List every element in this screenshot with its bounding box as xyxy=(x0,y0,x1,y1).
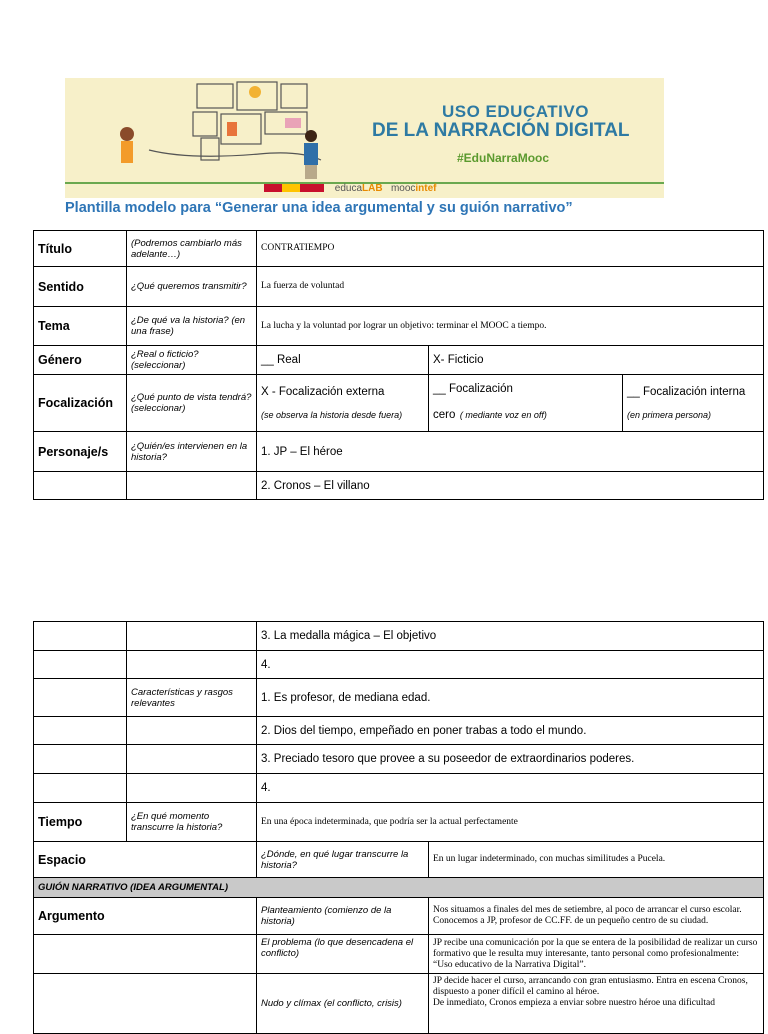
label-argumento: Argumento xyxy=(34,898,257,935)
row-rasgos-3 xyxy=(34,745,764,774)
header-banner xyxy=(65,78,664,198)
section-header-guion: GUIÓN NARRATIVO (IDEA ARGUMENTAL) xyxy=(34,878,764,898)
rasgo-1: 1. Es profesor, de mediana edad. xyxy=(257,679,764,717)
hint-problema: El problema (lo que desencadena el conflicto) xyxy=(257,935,429,974)
row-sentido xyxy=(34,267,764,307)
hint-espacio: ¿Dónde, en qué lugar transcurre la historia? xyxy=(257,842,429,878)
row-personaje-2 xyxy=(34,472,764,500)
label-tema: Tema xyxy=(34,307,127,346)
hint-tema: ¿De qué va la historia? (en una frase) xyxy=(127,307,257,346)
row-rasgos-1 xyxy=(34,679,764,717)
illustration xyxy=(105,78,365,182)
value-nudo: JP decide hacer el curso, arrancando con gran entusiasmo. Entra en escena Cronos, dispuesto a poner difícil el camino al héroe. De inmediato, Cronos empieza a enviar sobre nuestro héroe una dificultad xyxy=(429,974,764,1034)
option-real: __ Real xyxy=(257,346,429,375)
banner-title-line1: USO EDUCATIVO xyxy=(442,102,589,121)
row-planteamiento xyxy=(34,898,764,935)
hint-titulo: (Podremos cambiarlo más adelante…) xyxy=(127,231,257,267)
option-focalizacion-externa: X - Focalización externa (se observa la historia desde fuera) xyxy=(257,375,429,432)
personaje-2: 2. Cronos – El villano xyxy=(257,472,764,500)
row-titulo xyxy=(34,231,764,267)
label-sentido: Sentido xyxy=(34,267,127,307)
value-sentido: La fuerza de voluntad xyxy=(257,267,764,307)
personaje-4: 4. xyxy=(257,651,764,679)
option-ficticio: X- Ficticio xyxy=(429,346,764,375)
row-guion-header xyxy=(34,878,764,898)
hint-planteamiento: Planteamiento (comienzo de la historia) xyxy=(257,898,429,935)
logo-strip xyxy=(264,183,437,194)
rasgo-3: 3. Preciado tesoro que provee a su poseedor de extraordinarios poderes. xyxy=(257,745,764,774)
hint-personajes: ¿Quién/es intervienen en la historia? xyxy=(127,432,257,472)
hint-nudo: Nudo y clímax (el conflicto, crisis) xyxy=(257,974,429,1034)
hint-sentido: ¿Qué queremos transmitir? xyxy=(127,267,257,307)
rasgo-2: 2. Dios del tiempo, empeñado en poner trabas a todo el mundo. xyxy=(257,717,764,745)
option-focalizacion-interna: __ Focalización interna (en primera persona) xyxy=(623,375,764,432)
row-espacio xyxy=(34,842,764,878)
label-genero: Género xyxy=(34,346,127,375)
row-genero xyxy=(34,346,764,375)
personaje-3: 3. La medalla mágica – El objetivo xyxy=(257,622,764,651)
row-rasgos-4 xyxy=(34,774,764,803)
educalab-logo: educaLAB xyxy=(334,183,383,194)
value-espacio: En un lugar indeterminado, con muchas similitudes a Pucela. xyxy=(429,842,764,878)
banner-title-line2: DE LA NARRACIÓN DIGITAL xyxy=(372,120,630,141)
page-title: Plantilla modelo para “Generar una idea argumental y su guión narrativo” xyxy=(65,200,573,216)
row-rasgos-2 xyxy=(34,717,764,745)
rasgo-4: 4. xyxy=(257,774,764,803)
ministry-logo xyxy=(264,184,324,192)
row-personaje-4 xyxy=(34,651,764,679)
value-planteamiento: Nos situamos a finales del mes de setiembre, al poco de arrancar el curso escolar. Conocemos a JP, profesor de CC.FF. de un pequeño centro de su ciudad. xyxy=(429,898,764,935)
option-focalizacion-cero: __ Focalización cero ( mediante voz en off) xyxy=(429,375,623,432)
value-problema: JP recibe una comunicación por la que se entera de la posibilidad de realizar un curso formativo que le resulta muy interesante, tanto personal como profesionalmente: “Uso educativo de la Narrativa Digital”. xyxy=(429,935,764,974)
row-nudo xyxy=(34,974,764,1034)
hint-focalizacion: ¿Qué punto de vista tendrá? (seleccionar) xyxy=(127,375,257,432)
row-personaje-3 xyxy=(34,622,764,651)
hint-tiempo: ¿En qué momento transcurre la historia? xyxy=(127,803,257,842)
template-table-2 xyxy=(33,621,764,1034)
row-tema xyxy=(34,307,764,346)
label-espacio: Espacio xyxy=(34,842,257,878)
row-personajes xyxy=(34,432,764,472)
row-problema xyxy=(34,935,764,974)
hint-genero: ¿Real o ficticio? (seleccionar) xyxy=(127,346,257,375)
hint-rasgos: Características y rasgos relevantes xyxy=(127,679,257,717)
row-tiempo xyxy=(34,803,764,842)
value-titulo: CONTRATIEMPO xyxy=(257,231,764,267)
value-tiempo: En una época indeterminada, que podría ser la actual perfectamente xyxy=(257,803,764,842)
moocintef-logo: moocintef xyxy=(390,183,437,194)
row-focalizacion xyxy=(34,375,764,432)
value-tema: La lucha y la voluntad por lograr un objetivo: terminar el MOOC a tiempo. xyxy=(257,307,764,346)
label-titulo: Título xyxy=(34,231,127,267)
label-focalizacion: Focalización xyxy=(34,375,127,432)
banner-hashtag: #EduNarraMooc xyxy=(457,151,550,165)
label-personajes: Personaje/s xyxy=(34,432,127,472)
personaje-1: 1. JP – El héroe xyxy=(257,432,764,472)
template-table-1 xyxy=(33,230,764,500)
label-tiempo: Tiempo xyxy=(34,803,127,842)
